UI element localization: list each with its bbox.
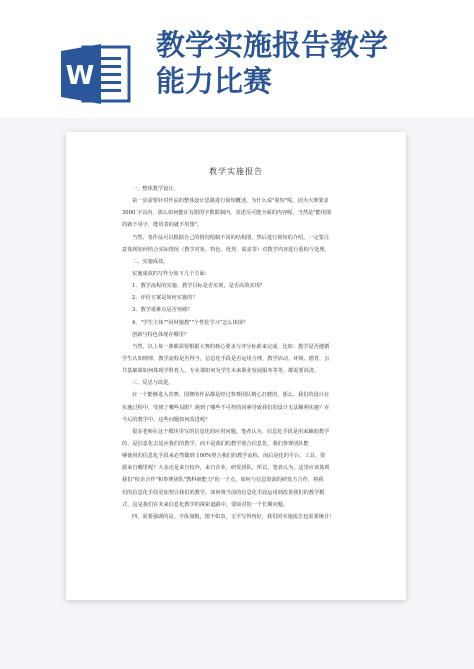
document-line: 当然，各作品可以根据自己的情况绘制不同的结构图，然后进行简短的介绍。一定要注 [132,234,330,241]
document-line: 实施过程中，受到了哪些局限？遇到了哪些不可控的因素导致我们的设计无法顺利实施？在 [122,404,330,411]
logo-letter: W [65,61,95,91]
document-line: 在一个能够进入省赛、国赛的作品都是经过参赛团队精心打磨的，那么，我们的设计在 [132,392,330,399]
document-line: 4、"学生主体""因材施教""个性化学习"怎么体现？ [132,319,249,326]
document-line: 3000 字以内，那么如何能在有限的字数限制内，表述尽可能全面的内容呢，当然是"能用图 [122,210,332,217]
document-line: 的就不用字，能用表的就不用图"。 [122,222,203,229]
document-line: 的，是信息化去适应我们的教学，而不是我们的教学迎合信息化，我们参赛团队能 [122,440,309,447]
document-line: 共基础课如何体现学科育人，专业课如何为学生未来职业发展服务等等，都需要说清。 [122,368,320,375]
document-line: 四、需要强调的是，字体加粗，图不如表，文字写得再好，我们的实施报告也需要统计！ [132,513,335,520]
word-icon [61,41,131,107]
document-line: 源来自哪里呢？大多还是来自校外，来自企业、研发团队，所以，笔者认为，这里应该体现 [122,465,330,472]
header-banner [0,0,474,118]
document-line: 2、评价方案是如何实施的？ [132,295,198,302]
document-line: 很多老师在这个模块里写的信息化的应用问题，笔者认为，信息化手段是用来辅助教学 [132,428,330,435]
document-line: 1、教学流程的实施、教学目标是否实现，是否高效实现？ [132,283,265,290]
document-line: 三、反思与改进。 [132,380,174,387]
document-line: 实施成效的写作分如下几个方面： [132,270,210,277]
document-line: 学生认知规律，教学流程是否得当，信息化手段是否运用合理，教学活动、环境、德育，公 [122,355,330,362]
banner-title-line-2: 能力比赛 [156,64,273,98]
document-line: 当然，以上每一条都需要根据大赛的核心要求与评分标准来完成，比如：教学是否遵循 [132,343,330,350]
document-line: 们的信息化手段更加契合我们的教学，如何将当前的信息化手段运用到改善我们的教学模 [122,489,325,496]
document-line: 我们"校企合作"和参赛团队"教科研能力"的一个点，如何与信息资源的研发方合作，将我 [122,477,324,484]
document-page [66,132,406,600]
document-body [122,183,381,523]
document-title: 教学实施报告 [209,167,263,176]
document-line: 今后的教学中，这些问题如何改进呢？ [122,416,211,423]
document-line: 3、教学重难点是否突破？ [132,307,193,314]
document-line: 第一步需要针对作品的整体设计思路进行简短概述，为什么说"简短"呢，因为大赛要求 [132,198,329,205]
document-line: 够使用的信息化手段来必然做到 100%契合我们的教学流程，而后是化的平台、工具、资 [122,453,326,460]
banner-title-line-1: 教学实施报告教学 [156,28,389,62]
document-line: 一、整体教学设计。 [132,186,179,192]
document-line: 创新与特色体现在哪里？ [132,331,190,338]
document-line: 意体现如何结合实际情况（教学对象、特色、优势、需求等）对教学内容进行重构与处理。 [122,246,330,253]
document-line: 二、实施成效。 [132,258,169,265]
document-line: 式，这是我们在未来信息化教学的探索道路中，要面对的一个长期问题。 [122,501,289,508]
